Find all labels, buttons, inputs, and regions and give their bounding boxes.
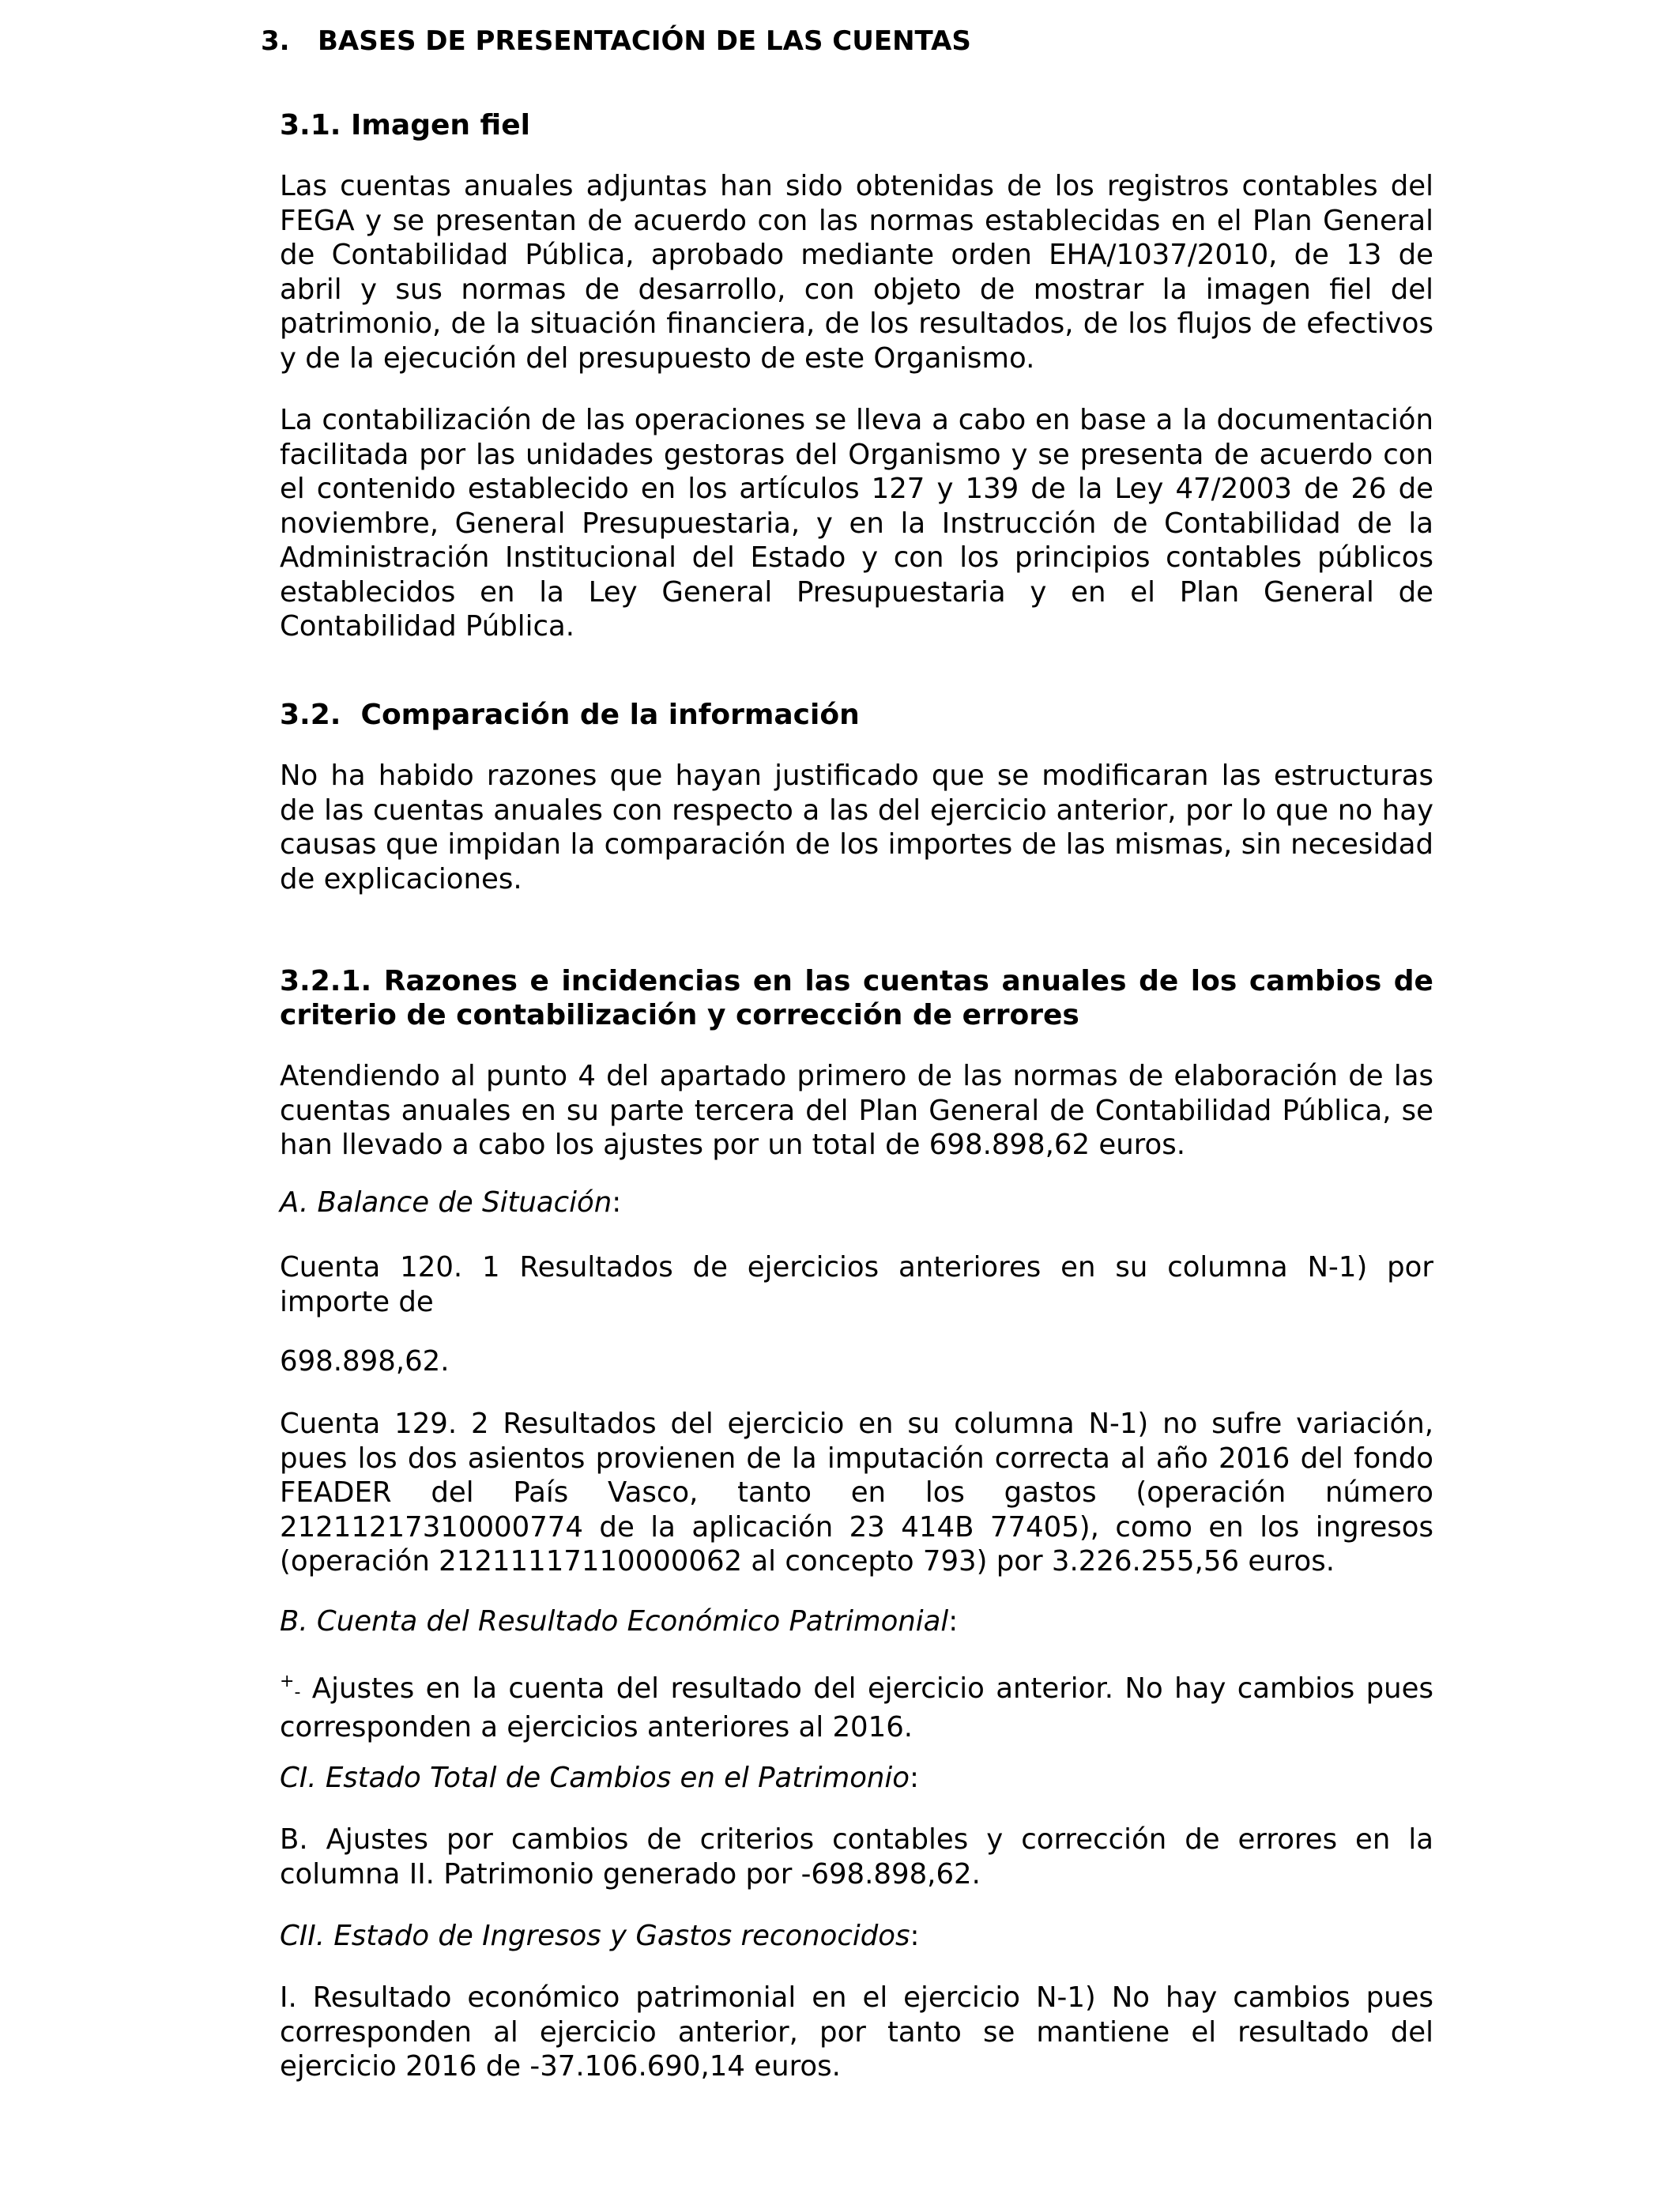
colon: : [910, 1762, 919, 1794]
paragraph: La contabilización de las operaciones se lleva a cabo en base a la documentación facilitada por las unidades gestoras del Organismo y se presenta de acuerdo con el contenido establecido en los artículos 127 y 139 de la Ley 47/2003 de 26 de noviembre, General Presupuestaria, y en la Instrucción de Contabilidad de la Administración Institucional del Estado y con los principios contables públicos establecidos en la Ley General Presupuestaria y en el Plan General de Contabilidad Pública. [280, 404, 1433, 643]
statement-title: A. Balance de Situación [280, 1186, 612, 1219]
plus-sign: + [280, 1672, 295, 1691]
colon: : [948, 1605, 959, 1638]
paragraph: Cuenta 120. 1 Resultados de ejercicios anteriores en su columna N-1) por importe de [280, 1251, 1433, 1318]
subsection-title: Comparación de la información [360, 699, 860, 731]
section-number: 3. [261, 25, 290, 57]
subsection-heading-3-1 [280, 109, 530, 141]
paragraph: B. Ajustes por cambios de criterios contables y corrección de errores en la columna II. Patrimonio generado por -698.898,62. [280, 1823, 1433, 1891]
minus-sign: - [294, 1683, 301, 1702]
statement-heading-a [280, 1186, 1433, 1220]
paragraph: I. Resultado económico patrimonial en el ejercicio N-1) No hay cambios pues corresponden al ejercicio anterior, por tanto se mantiene el resultado del ejercicio 2016 de -37.106.690,14 euros. [280, 1981, 1433, 2083]
paragraph: No ha habido razones que hayan justificado que se modificaran las estructuras de las cuentas anuales con respecto a las del ejercicio anterior, por lo que no hay causas que impidan la comparación de los importes de las mismas, sin necesidad de explicaciones. [280, 760, 1433, 895]
paragraph [280, 1664, 1433, 1744]
subsection-number: 3.2. [280, 699, 341, 731]
subsection-heading-3-2-1 [280, 964, 1433, 1032]
subsection-title: Razones e incidencias en las cuentas anuales de los cambios de criterio de contabilización y corrección de errores [280, 965, 1433, 1031]
paragraph: 698.898,62. [280, 1345, 450, 1378]
statement-heading-cii [280, 1919, 1433, 1954]
statement-heading-b [280, 1604, 1433, 1639]
subsection-number: 3.2.1. [280, 965, 372, 997]
colon: : [612, 1186, 622, 1219]
statement-title: CII. Estado de Ingresos y Gastos reconocidos [280, 1920, 910, 1952]
statement-heading-ci [280, 1761, 1433, 1796]
section-title: BASES DE PRESENTACIÓN DE LAS CUENTAS [318, 25, 971, 57]
colon: : [910, 1920, 920, 1952]
statement-title: B. Cuenta del Resultado Económico Patrimonial [280, 1605, 949, 1638]
paragraph-text: Ajustes en la cuenta del resultado del ejercicio anterior. No hay cambios pues corresponden a ejercicios anteriores al 2016. [280, 1672, 1433, 1744]
paragraph: Cuenta 129. 2 Resultados del ejercicio en su columna N-1) no sufre variación, pues los dos asientos provienen de la imputación correcta al año 2016 del fondo FEADER del País Vasco, tanto en los gastos (operación número 21211217310000774 de la aplicación 23 414B 77405), como en los ingresos (operación 21211117110000062 al concepto 793) por 3.226.255,56 euros. [280, 1408, 1433, 1578]
subsection-number: 3.1. [280, 109, 341, 141]
section-heading [261, 25, 971, 57]
subsection-title: Imagen fiel [351, 109, 530, 141]
subsection-heading-3-2 [280, 699, 860, 731]
statement-title: CI. Estado Total de Cambios en el Patrimonio [280, 1762, 910, 1794]
paragraph: Atendiendo al punto 4 del apartado primero de las normas de elaboración de las cuentas anuales en su parte tercera del Plan General de Contabilidad Pública, se han llevado a cabo los ajustes por un total de 698.898,62 euros. [280, 1060, 1433, 1161]
paragraph: Las cuentas anuales adjuntas han sido obtenidas de los registros contables del FEGA y se presentan de acuerdo con las normas establecidas en el Plan General de Contabilidad Pública, aprobado mediante orden EHA/1037/2010, de 13 de abril y sus normas de desarrollo, con objeto de mostrar la imagen fiel del patrimonio, de la situación financiera, de los resultados, de los flujos de efectivos y de la ejecución del presupuesto de este Organismo. [280, 170, 1433, 375]
